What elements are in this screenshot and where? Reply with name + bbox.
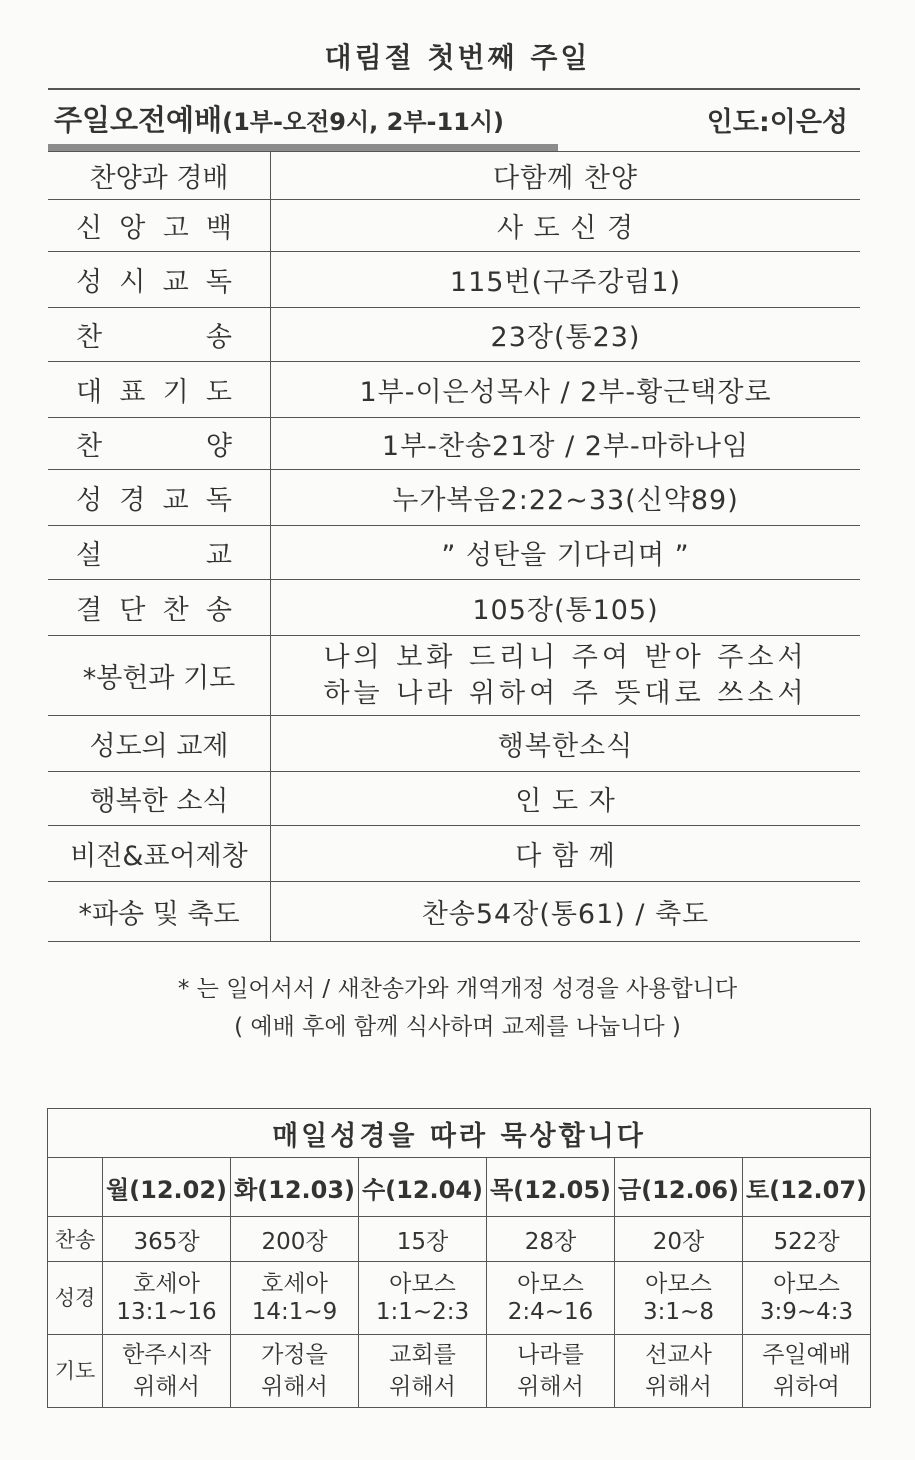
order-row [48,716,860,772]
order-value: 105장(통105) [271,580,861,636]
order-label-char: 설 [76,540,103,571]
order-label-char: 송 [205,322,232,353]
daily-cell-line: 아모스 [645,1271,712,1297]
daily-cell-line: 호세아 [261,1271,328,1297]
order-label-char: 독 [205,485,232,516]
service-title [54,98,504,139]
order-label-char: 기 [162,377,189,408]
service-leader: 인도:이은성 [706,107,848,138]
daily-cell [487,1217,615,1262]
order-label-char: 결 [76,595,103,626]
daily-cell-line: 2:4~16 [507,1299,594,1325]
order-row [48,826,860,882]
order-label-cell [48,252,271,308]
order-label-cell [48,470,271,526]
daily-cell-line: 13:1~16 [116,1299,217,1325]
order-label: *파송 및 축도 [78,899,240,930]
order-row [48,362,860,418]
daily-cell-line: 3:9~4:3 [759,1299,854,1325]
daily-cell-line: 365장 [133,1228,200,1255]
header-underline-bar [48,144,558,151]
daily-cell [103,1262,231,1335]
daily-cell-line: 14:1~9 [251,1299,338,1325]
order-row [48,580,860,636]
daily-cell [231,1262,359,1335]
order-value: 다 함 께 [271,826,861,882]
daily-cell-line: 위하여 [773,1374,840,1400]
order-label-char: 표 [119,377,146,408]
weekday-header: 월(12.02) [103,1158,231,1217]
daily-cell [615,1217,743,1262]
daily-cell-line: 위해서 [517,1374,584,1400]
daily-cell [359,1335,487,1408]
daily-row [48,1217,871,1262]
order-label-char: 독 [205,267,232,298]
meal-note: ( 예배 후에 함께 식사하며 교제를 나눕니다 ) [234,1014,681,1040]
daily-cell [615,1335,743,1408]
order-row [48,882,860,942]
daily-cell [359,1262,487,1335]
order-label-char: 고 [162,213,189,244]
order-row [48,252,860,308]
daily-cell [231,1335,359,1408]
order-value: 1부-이은성목사 / 2부-황근택장로 [271,362,861,418]
order-label [48,206,270,245]
order-label-char: 교 [162,485,189,516]
order-label-char: 경 [119,485,146,516]
daily-cell-line: 20장 [652,1228,705,1255]
service-times: (1부-오전9시, 2부-11시) [222,108,505,136]
daily-cell-line: 선교사 [645,1342,712,1368]
order-label [48,588,270,627]
order-label: 찬양과 경배 [89,163,229,194]
order-label-char: 찬 [76,322,103,353]
daily-cell-line: 522장 [773,1228,840,1255]
daily-cell-line: 위해서 [389,1374,456,1400]
order-value: 찬송54장(통61) / 축도 [271,882,861,942]
weekday-header: 목(12.05) [487,1158,615,1217]
offering-hymn-line: 하늘 나라 위하여 주 뜻대로 쓰소서 [323,677,808,709]
order-row [48,200,860,252]
offering-hymn-line: 나의 보화 드리니 주여 받아 주소서 [323,641,808,673]
daily-cell-line: 위해서 [645,1374,712,1400]
weekday-header: 수(12.04) [359,1158,487,1217]
daily-cell [743,1217,871,1262]
order-label-cell [48,772,271,826]
order-label [48,478,270,517]
daily-cell-line: 한주시작 [122,1342,211,1368]
order-label-char: 송 [205,595,232,626]
order-of-worship-table [48,151,860,942]
order-label-char: 시 [119,267,146,298]
order-value: 1부-찬송21장 / 2부-마하나임 [271,418,861,470]
order-value [271,636,861,716]
service-header [48,88,860,146]
order-label [48,424,270,463]
order-label: 성도의 교제 [89,731,229,762]
daily-cell-line: 주일예배 [762,1342,851,1368]
daily-cell-line: 나라를 [517,1342,584,1368]
order-label-char: 앙 [119,213,146,244]
order-row [48,308,860,362]
order-label-char: 성 [76,485,103,516]
daily-cell-line: 3:1~8 [643,1299,714,1325]
daily-cell-line: 호세아 [133,1271,200,1297]
order-label-char: 양 [205,431,232,462]
order-label: 행복한 소식 [89,786,229,817]
daily-cell [359,1217,487,1262]
order-label-cell [48,580,271,636]
daily-cell [231,1217,359,1262]
daily-row [48,1335,871,1408]
order-label-char: 단 [119,595,146,626]
order-value: 행복한소식 [271,716,861,772]
daily-bible-table [47,1108,871,1408]
service-name: 주일오전예배 [54,103,223,137]
order-label-cell [48,716,271,772]
order-label-cell [48,526,271,580]
order-value: 사 도 신 경 [271,200,861,252]
weekday-header: 금(12.06) [615,1158,743,1217]
daily-row-label: 성경 [48,1262,103,1335]
daily-cell-line: 아모스 [517,1271,584,1297]
daily-cell-line: 가정을 [261,1342,328,1368]
order-label-char: 백 [205,213,232,244]
order-label-cell [48,308,271,362]
corner-cell [48,1158,103,1217]
daily-cell [103,1335,231,1408]
order-row [48,772,860,826]
daily-row-label: 찬송 [48,1217,103,1262]
daily-row [48,1262,871,1335]
order-label-cell [48,152,271,200]
order-label [48,370,270,409]
order-label-char: 성 [76,267,103,298]
standing-note: * 는 일어서서 / 새찬송가와 개역개정 성경을 사용합니다 [177,976,738,1002]
daily-cell-line: 아모스 [773,1271,840,1297]
daily-cell-line: 위해서 [261,1374,328,1400]
order-label [48,260,270,299]
daily-cell-line: 위해서 [133,1374,200,1400]
order-label-char: 교 [205,540,232,571]
order-row [48,526,860,580]
order-value: 23장(통23) [271,308,861,362]
order-value: ” 성탄을 기다리며 ” [271,526,861,580]
order-value: 인 도 자 [271,772,861,826]
order-value: 115번(구주강림1) [271,252,861,308]
daily-cell-line: 1:1~2:3 [375,1299,470,1325]
daily-cell [615,1262,743,1335]
daily-cell [103,1217,231,1262]
weekday-header: 화(12.03) [231,1158,359,1217]
daily-cell-line: 15장 [396,1228,449,1255]
order-label-char: 찬 [162,595,189,626]
order-label: *봉헌과 기도 [82,663,236,694]
order-label-cell [48,418,271,470]
weekday-header: 토(12.07) [743,1158,871,1217]
daily-cell [743,1262,871,1335]
order-value: 다함께 찬양 [271,152,861,200]
order-label-cell [48,636,271,716]
order-row [48,470,860,526]
order-label-char: 교 [162,267,189,298]
order-label-char: 신 [76,213,103,244]
order-row [48,418,860,470]
order-label-char: 찬 [76,431,103,462]
order-label: 비전&표어제창 [70,841,248,872]
daily-cell-line: 아모스 [389,1271,456,1297]
daily-cell-line: 28장 [524,1228,577,1255]
order-label-char: 대 [76,377,103,408]
order-value: 누가복음2:22~33(신약89) [271,470,861,526]
order-label-cell [48,882,271,942]
daily-bible-title: 매일성경을 따라 묵상합니다 [48,1109,871,1158]
order-label [48,315,270,354]
order-row [48,152,860,200]
daily-cell [743,1335,871,1408]
page-title: 대림절 첫번째 주일 [324,41,591,74]
daily-row-label: 기도 [48,1335,103,1408]
order-label-cell [48,200,271,252]
order-label-char: 도 [205,377,232,408]
order-row [48,636,860,716]
order-label-cell [48,362,271,418]
order-label [48,533,270,572]
daily-cell-line: 교회를 [389,1342,456,1368]
daily-cell [487,1262,615,1335]
weekday-header-row [48,1158,871,1217]
order-label-cell [48,826,271,882]
daily-cell [487,1335,615,1408]
daily-cell-line: 200장 [261,1228,328,1255]
